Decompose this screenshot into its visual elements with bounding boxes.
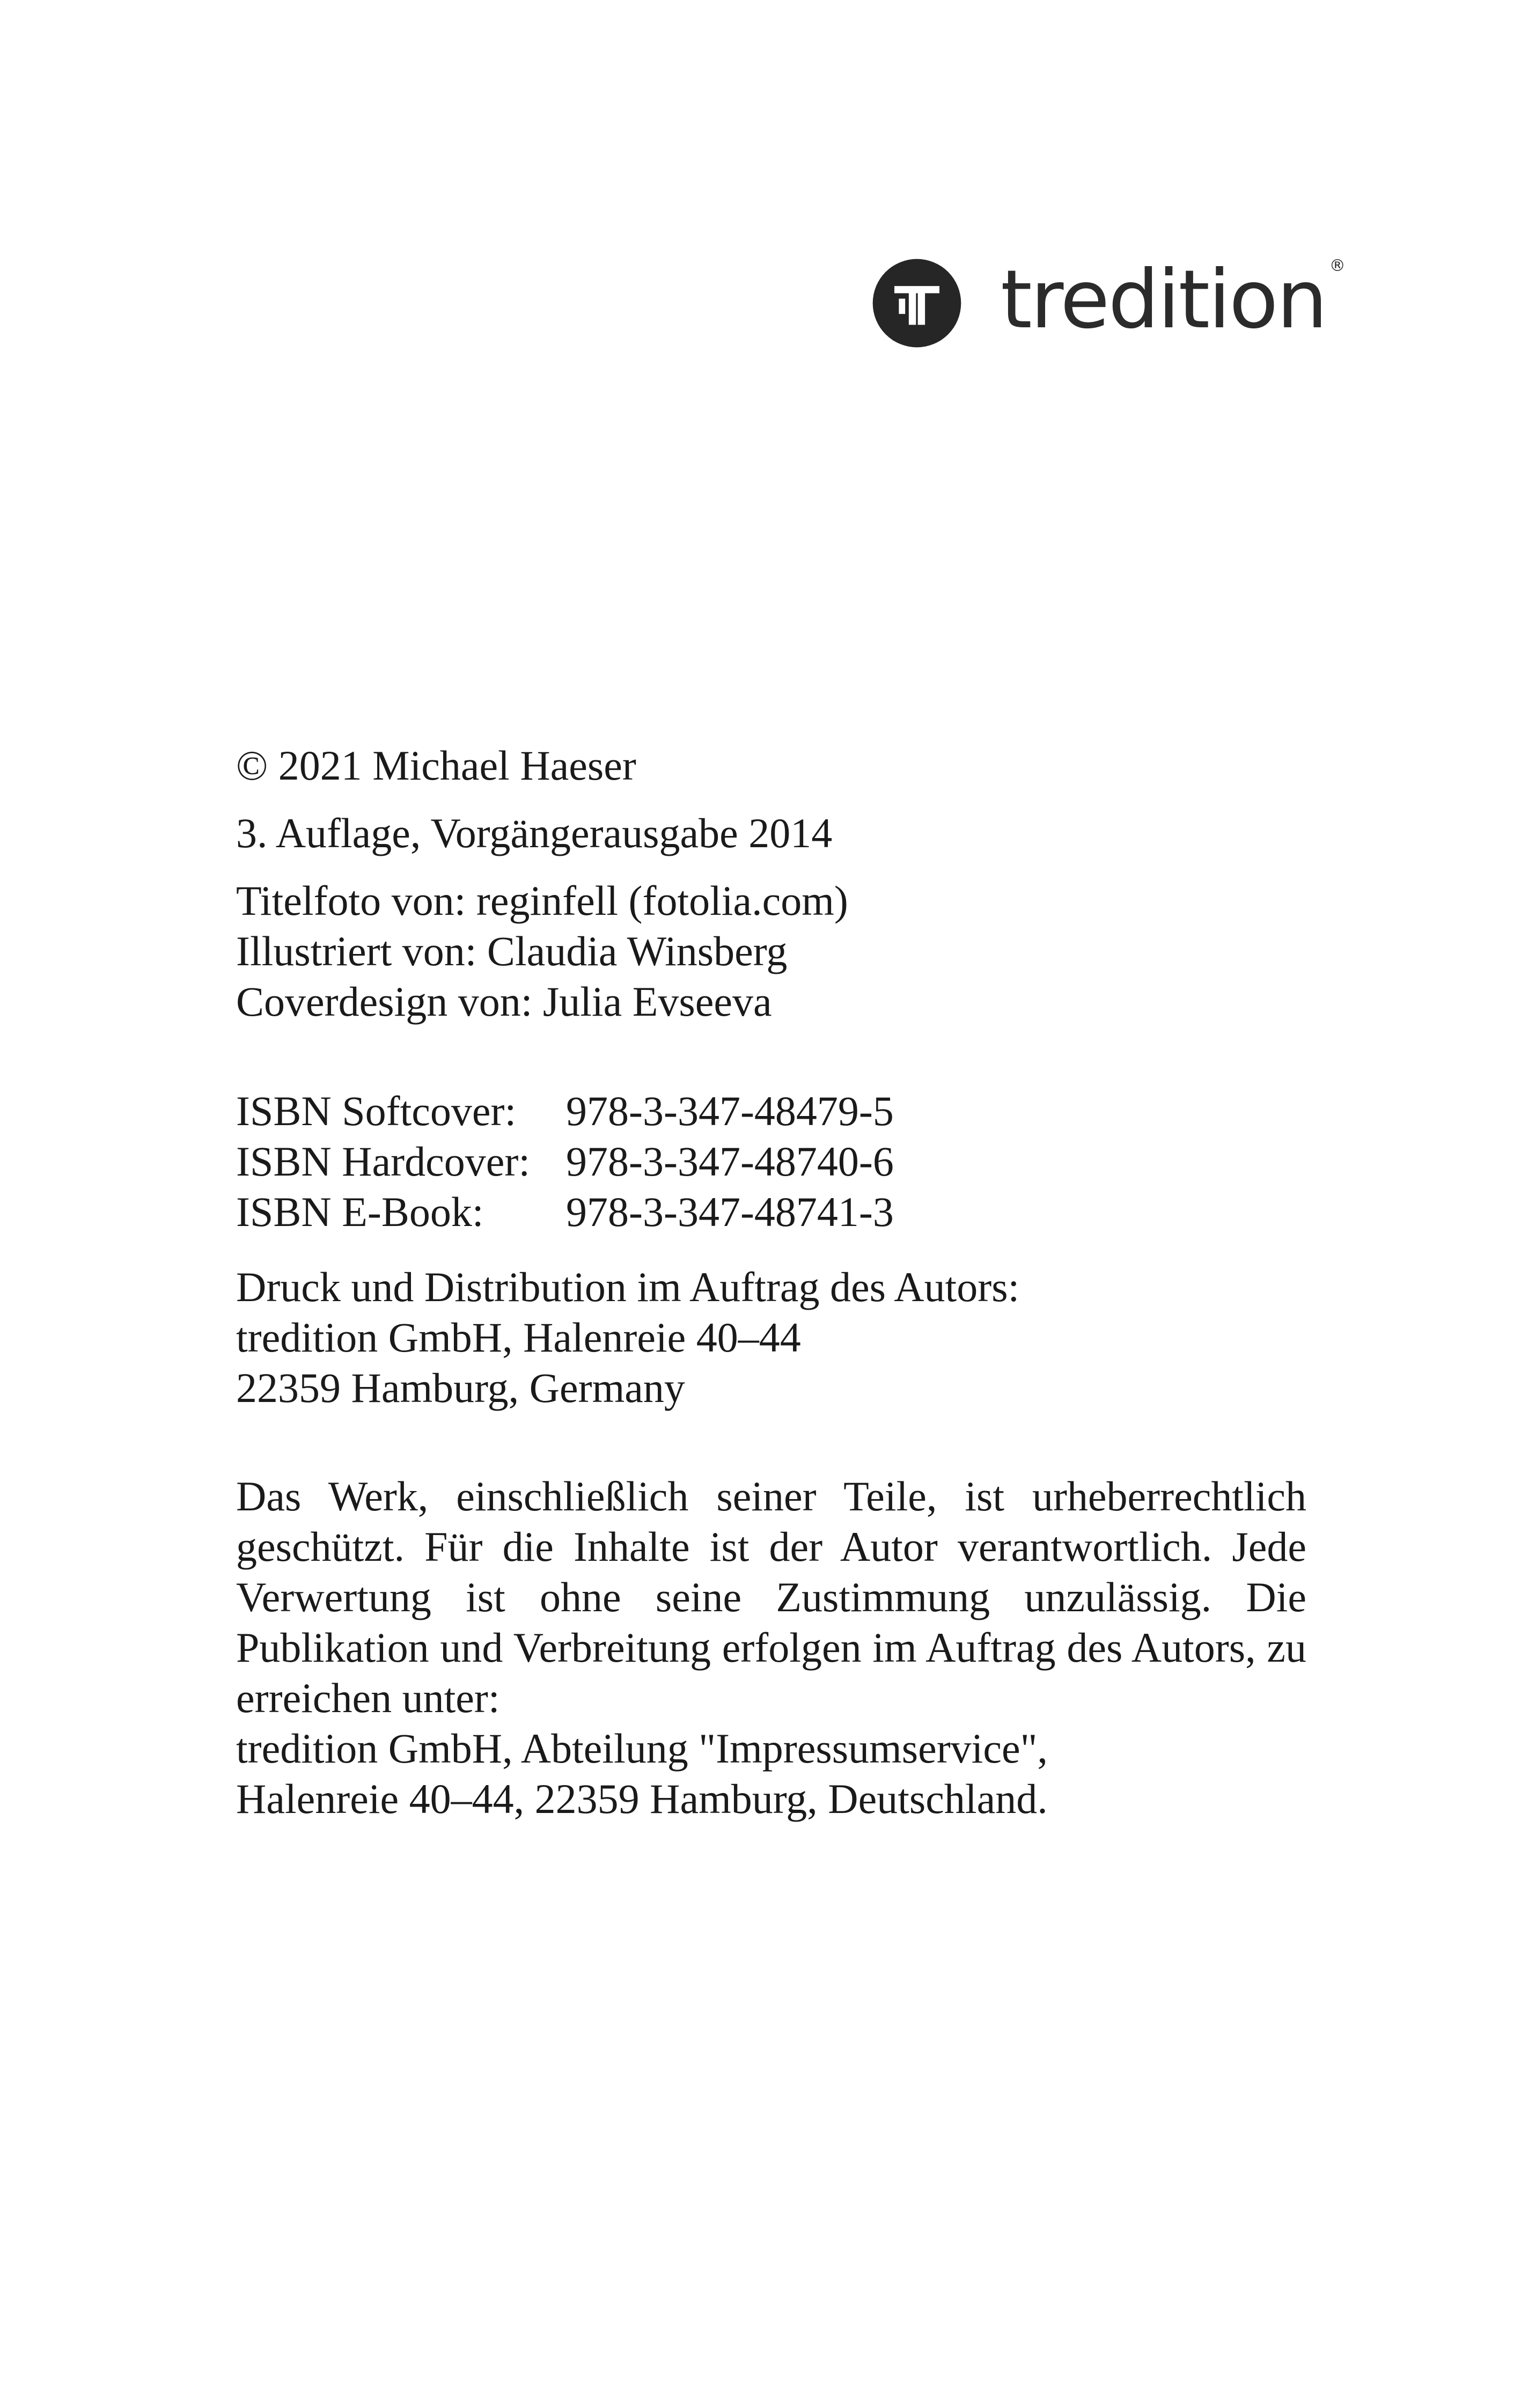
isbn-value: 978-3-347-48741-3 [566, 1188, 894, 1235]
logo-wordmark: tredition [1001, 253, 1326, 347]
copyright-group [236, 740, 1306, 791]
legal-address-line: Halenreie 40–44, 22359 Hamburg, Deutschland. [236, 1775, 1048, 1822]
credits-group [236, 876, 1306, 1027]
credit-line: Illustriert von: Claudia Winsberg [236, 928, 788, 974]
legal-paragraph: Das Werk, einschließlich seiner Teile, ist urheberrechtlich geschützt. Für die Inhalte ist der Autor verantwortlich. Jede Verwertung ist ohne seine Zustimmung unzulässig. Die Publikation und Verbreitung erfolgen im Auftrag des Autors, zu erreichen unter: [236, 1473, 1306, 1721]
isbn-row [236, 1086, 1306, 1136]
isbn-row [236, 1187, 1306, 1237]
edition-group [236, 808, 1306, 858]
imprint-block [236, 740, 1306, 1824]
isbn-group [236, 1086, 1306, 1237]
isbn-row [236, 1136, 1306, 1187]
legal-notice-group [236, 1471, 1306, 1824]
print-line: Druck und Distribution im Auftrag des Autors: [236, 1264, 1020, 1310]
legal-address-line: tredition GmbH, Abteilung "Impressumservice", [236, 1725, 1048, 1772]
edition-line: 3. Auflage, Vorgängerausgabe 2014 [236, 810, 833, 856]
registered-mark: ® [1329, 256, 1346, 275]
isbn-label: ISBN E-Book: [236, 1188, 484, 1235]
tredition-t-icon [872, 258, 962, 348]
isbn-label: ISBN Softcover: [236, 1088, 517, 1134]
credit-line: Coverdesign von: Julia Evseeva [236, 978, 772, 1025]
print-distribution-group [236, 1262, 1306, 1413]
publisher-logo [872, 253, 1346, 349]
isbn-value: 978-3-347-48479-5 [566, 1088, 894, 1134]
print-line: 22359 Hamburg, Germany [236, 1364, 685, 1411]
copyright-line: © 2021 Michael Haeser [236, 742, 636, 789]
print-line: tredition GmbH, Halenreie 40–44 [236, 1314, 801, 1361]
credit-line: Titelfoto von: reginfell (fotolia.com) [236, 877, 848, 924]
isbn-label: ISBN Hardcover: [236, 1138, 531, 1185]
isbn-value: 978-3-347-48740-6 [566, 1138, 894, 1185]
